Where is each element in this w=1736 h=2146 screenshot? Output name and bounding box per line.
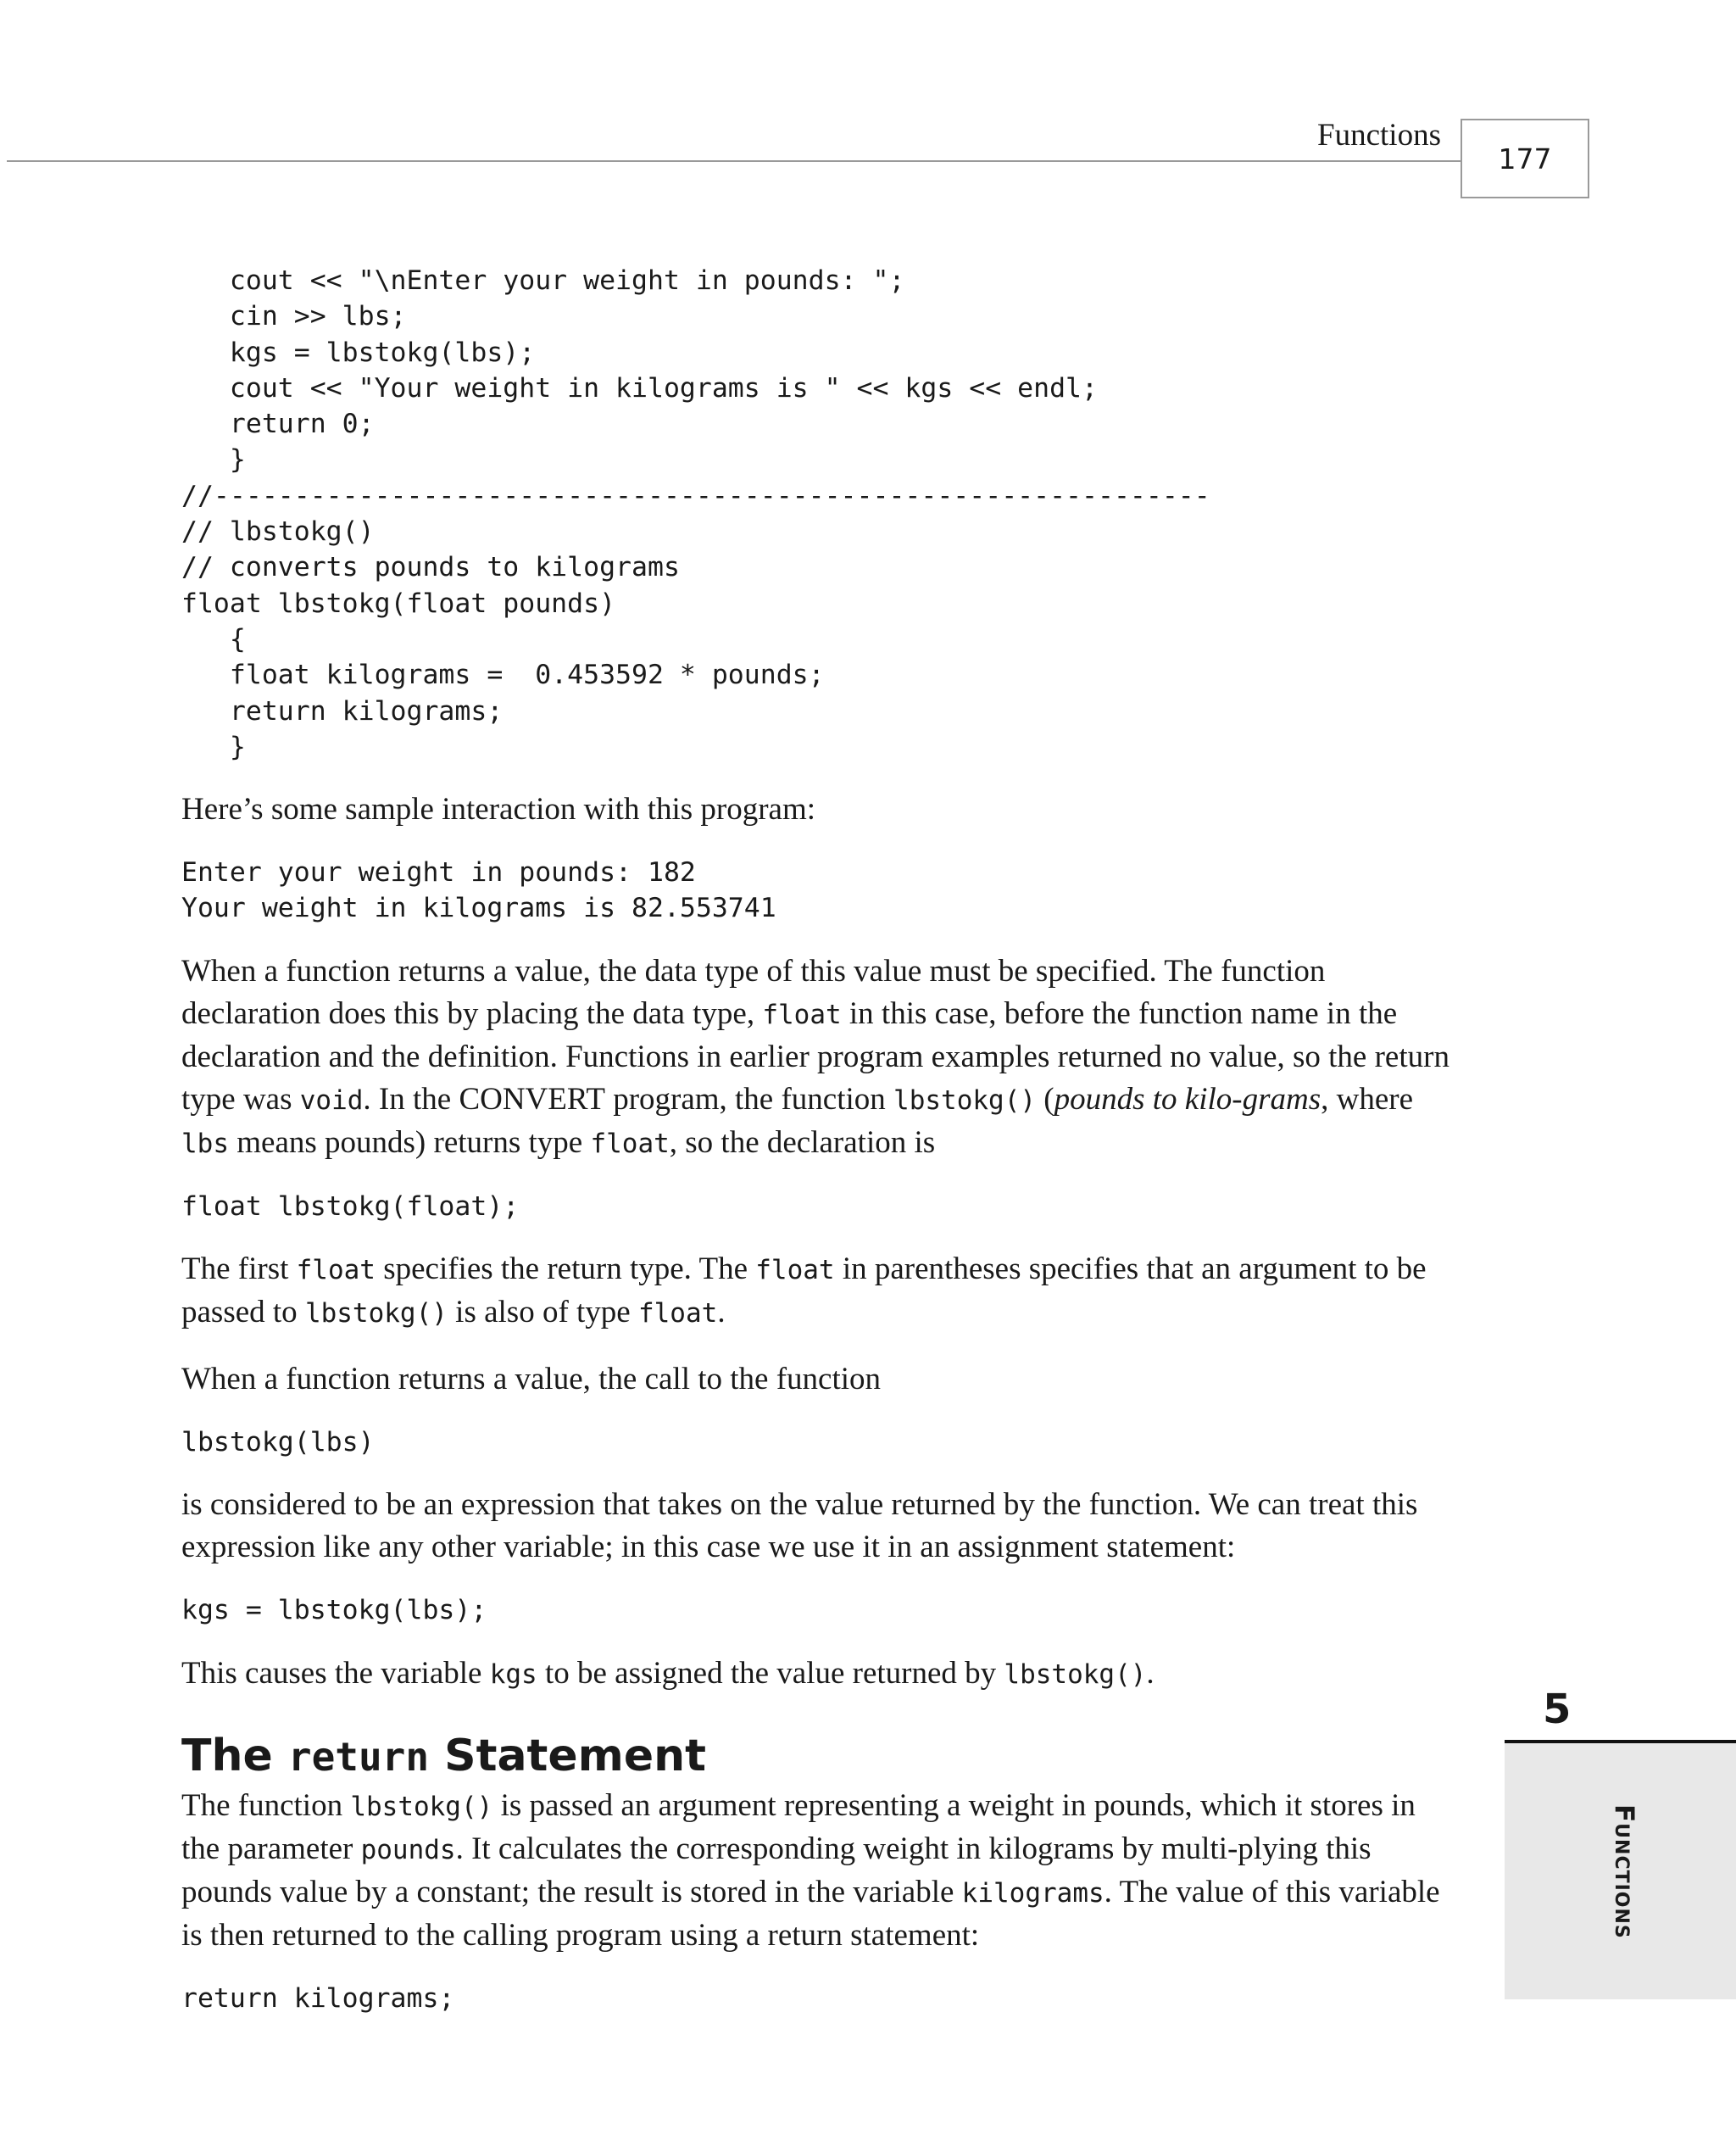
page-number: 177 (1461, 119, 1589, 198)
paragraph-sample-intro: Here’s some sample interaction with this program: (181, 792, 816, 828)
section-heading: The return Statement (181, 1730, 707, 1781)
paragraph-function-call: When a function returns a value, the call to the function (181, 1362, 882, 1397)
paragraph-return-statement: The function lbstokg() is passed an argument representing a weight in pounds, which it stores in the parameter pounds. It calculates the corresponding weight in kilograms by multi-plying this pounds value by a constant; the result is stored in the variable kilograms. The value of this variable is then returned to the calling program using a return statement: (181, 1787, 1440, 1953)
chapter-tab-number: 5 (1543, 1686, 1572, 1733)
code-return: return kilograms; (181, 1982, 455, 2014)
header-rule (7, 160, 1465, 162)
chapter-tab-label: Functions (1609, 1804, 1639, 1939)
running-head: Functions (1317, 118, 1441, 153)
code-assignment: kgs = lbstokg(lbs); (181, 1595, 487, 1626)
code-call: lbstokg(lbs) (181, 1427, 375, 1458)
page-content (181, 263, 1453, 2016)
paragraph-first-float: The first float specifies the return type. The float in parentheses specifies that an argument to be passed to lbstokg() is also of type float. (181, 1251, 1427, 1330)
paragraph-return-type: When a function returns a value, the data type of this value must be specified. The function declaration does this by placing the data type, float in this case, before the function name in the declaration and the definition. Functions in earlier program examples returned no value, so the return type was void. In the CONVERT program, the function lbstokg() (pounds to kilo-grams, where lbs means pounds) returns type float, so the declaration is (181, 953, 1449, 1160)
code-declaration: float lbstokg(float); (181, 1190, 520, 1222)
paragraph-kgs-assigned: This causes the variable kgs to be assigned the value returned by lbstokg(). (181, 1655, 1155, 1691)
paragraph-expression: is considered to be an expression that takes on the value returned by the function. We can treat this expression like any other variable; in this case we use it in an assignment statement: (181, 1487, 1418, 1565)
code-listing-main: cout << "\nEnter your weight in pounds: "; cin >> lbs; kgs = lbstokg(lbs); cout << "Your weight in kilograms is " << kgs << endl; return 0; } //-------------------------------------------------------------- // lbstokg() // converts pounds to kilograms float lbstokg(float pounds) { float kilograms = 0.453592 * pounds; return kilograms; } (181, 265, 1210, 762)
code-sample-interaction: Enter your weight in pounds: 182 Your weight in kilograms is 82.553741 (181, 857, 776, 924)
